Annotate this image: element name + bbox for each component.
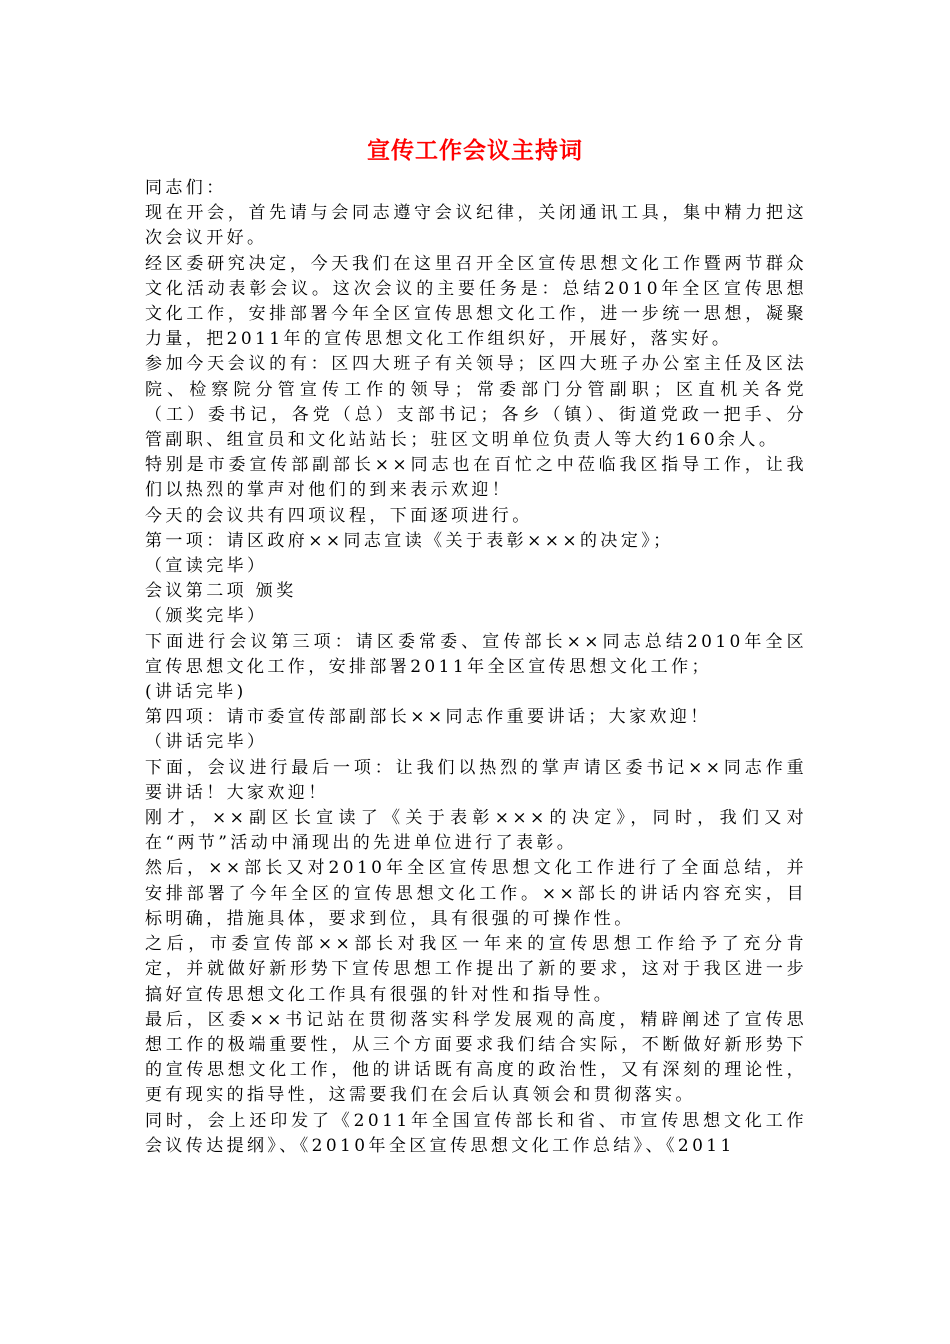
- paragraph-item-4: 第四项：请市委宣传部副部长××同志作重要讲话；大家欢迎！: [145, 707, 711, 728]
- paragraph-summary-5: 同时，会上还印发了《2011年全国宣传部长和省、市宣传思想文化工作会议传达提纲》、《2010年全区宣传思想文化工作总结》、《2011: [145, 1110, 807, 1156]
- paragraph-greeting: 同志们：: [145, 178, 227, 198]
- paragraph-summary-3: 之后，市委宣传部××部长对我区一年来的宣传思想工作给予了充分肯定，并就做好新形势下宣传思想工作提出了新的要求，这对于我区进一步搞好宣传思想文化工作具有很强的针对性和指导性。: [145, 934, 807, 1005]
- paragraph-summary-1: 刚才，××副区长宣读了《关于表彰×××的决定》，同时，我们又对在“两节”活动中涌现出的先进单位进行了表彰。: [145, 808, 807, 854]
- paragraph-item-2-done: （颁奖完毕）: [145, 606, 268, 627]
- document-title: 宣传工作会议主持词: [367, 137, 583, 164]
- paragraph-attendees: 参加今天会议的有：区四大班子有关领导；区四大班子办公室主任及区法院、检察院分管宣传工作的领导；常委部门分管副职；区直机关各党（工）委书记，各党（总）支部书记；各乡（镇）、街道党政一把手、分管副职、组宣员和文化站站长；驻区文明单位负责人等大约160余人。: [145, 354, 807, 451]
- paragraph-welcome: 特别是市委宣传部副部长××同志也在百忙之中莅临我区指导工作，让我们以热烈的掌声对他们的到来表示欢迎！: [145, 455, 807, 501]
- paragraph-summary-2: 然后，××部长又对2010年全区宣传思想文化工作进行了全面总结，并安排部署了今年全区的宣传思想文化工作。××部长的讲话内容充实，目标明确，措施具体，要求到位，具有很强的可操作性。: [145, 858, 807, 929]
- paragraph-opening: 现在开会，首先请与会同志遵守会议纪律，关闭通讯工具，集中精力把这次会议开好。: [145, 203, 807, 249]
- paragraph-item-2: 会议第二项 颁奖: [145, 581, 297, 602]
- paragraph-purpose: 经区委研究决定，今天我们在这里召开全区宣传思想文化工作暨两节群众文化活动表彰会议。这次会议的主要任务是：总结2010年全区宣传思想文化工作，安排部署今年全区宣传思想文化工作，进一步统一思想，凝聚力量，把2011年的宣传思想文化工作组织好，开展好，落实好。: [145, 253, 807, 350]
- paragraph-item-5: 下面，会议进行最后一项：让我们以热烈的掌声请区委书记××同志作重要讲话！大家欢迎！: [145, 757, 807, 803]
- paragraph-item-1-done: （宣读完毕）: [145, 556, 268, 577]
- paragraph-item-3: 下面进行会议第三项：请区委常委、宣传部长××同志总结2010年全区宣传思想文化工作，安排部署2011年全区宣传思想文化工作；: [145, 631, 807, 677]
- paragraph-summary-4: 最后，区委××书记站在贯彻落实科学发展观的高度，精辟阐述了宣传思想工作的极端重要性，从三个方面要求我们结合实际，不断做好新形势下的宣传思想文化工作，他的讲话既有高度的政治性，又有深刻的理论性，更有现实的指导性，这需要我们在会后认真领会和贯彻落实。: [145, 1009, 807, 1106]
- document-body: [145, 176, 807, 1159]
- paragraph-item-4-done: （讲话完毕）: [145, 732, 268, 753]
- paragraph-item-3-done: (讲话完毕): [145, 682, 247, 703]
- paragraph-item-1: 第一项：请区政府××同志宣读《关于表彰×××的决定》；: [145, 530, 674, 551]
- paragraph-agenda: 今天的会议共有四项议程，下面逐项进行。: [145, 505, 533, 526]
